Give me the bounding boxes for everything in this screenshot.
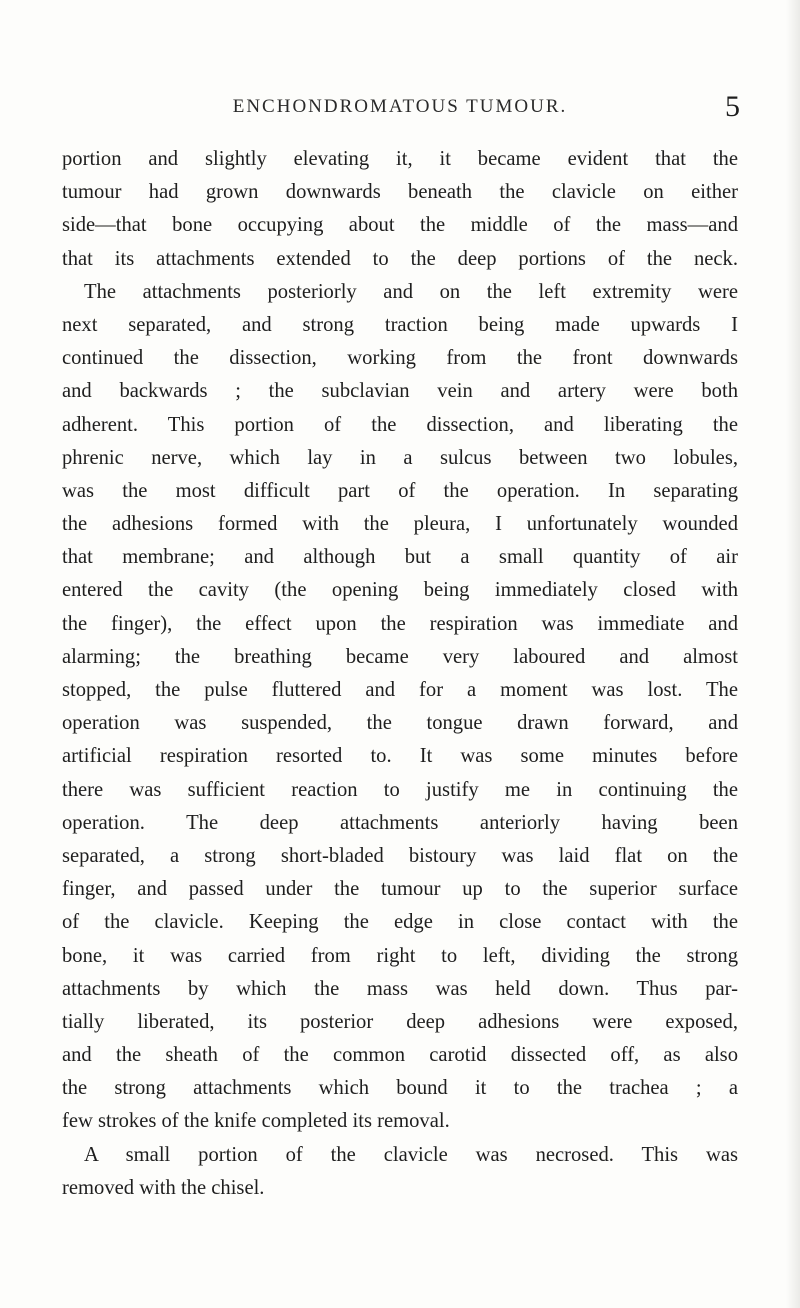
text-line: phrenic nerve, which lay in a sulcus between two lobules, — [62, 446, 738, 469]
page-number: 5 — [725, 90, 740, 123]
text-line: entered the cavity (the opening being immediately closed with — [62, 579, 738, 602]
text-line: operation was suspended, the tongue drawn forward, and — [62, 712, 738, 735]
text-line: next separated, and strong traction being made upwards I — [62, 313, 738, 336]
text-line: A small portion of the clavicle was necrosed. This was — [84, 1143, 738, 1166]
text-line: and backwards ; the subclavian vein and artery were both — [62, 380, 738, 403]
text-line: was the most difficult part of the operation. In separating — [62, 479, 738, 502]
text-line: bone, it was carried from right to left, dividing the strong — [62, 944, 738, 967]
text-line: artificial respiration resorted to. It was some minutes before — [62, 745, 738, 768]
text-line: the finger), the effect upon the respiration was immediate and — [62, 612, 738, 635]
text-line: finger, and passed under the tumour up to the superior surface — [62, 878, 738, 901]
body-text — [62, 143, 738, 1205]
text-line: of the clavicle. Keeping the edge in close contact with the — [62, 911, 738, 934]
text-line: alarming; the breathing became very laboured and almost — [62, 645, 738, 668]
text-line: removed with the chisel. — [62, 1176, 265, 1199]
text-line: that membrane; and although but a small quantity of air — [62, 546, 738, 569]
text-line: the adhesions formed with the pleura, I unfortunately wounded — [62, 513, 738, 536]
page-header — [60, 92, 740, 122]
running-head: ENCHONDROMATOUS TUMOUR. — [232, 96, 568, 117]
text-line: tially liberated, its posterior deep adhesions were exposed, — [62, 1010, 738, 1033]
text-line: few strokes of the knife completed its removal. — [62, 1110, 450, 1133]
text-line: that its attachments extended to the deep portions of the neck. — [62, 247, 738, 270]
text-line: The attachments posteriorly and on the left extremity were — [84, 280, 738, 303]
text-line: attachments by which the mass was held down. Thus par- — [62, 977, 738, 1000]
text-line: and the sheath of the common carotid dissected off, as also — [62, 1044, 738, 1067]
text-line: separated, a strong short-bladed bistoury was laid flat on the — [62, 844, 738, 867]
text-line: side—that bone occupying about the middle of the mass—and — [62, 214, 738, 237]
text-line: there was sufficient reaction to justify me in continuing the — [62, 778, 738, 801]
text-line: portion and slightly elevating it, it became evident that the — [62, 148, 738, 170]
text-line: continued the dissection, working from the front downwards — [62, 347, 738, 370]
text-line: tumour had grown downwards beneath the clavicle on either — [62, 181, 738, 204]
text-line: adherent. This portion of the dissection, and liberating the — [62, 413, 738, 436]
text-line: operation. The deep attachments anteriorly having been — [62, 811, 738, 834]
text-line: the strong attachments which bound it to the trachea ; a — [62, 1077, 738, 1100]
page-edge-shadow — [786, 0, 800, 1308]
text-line: stopped, the pulse fluttered and for a moment was lost. The — [62, 679, 738, 701]
